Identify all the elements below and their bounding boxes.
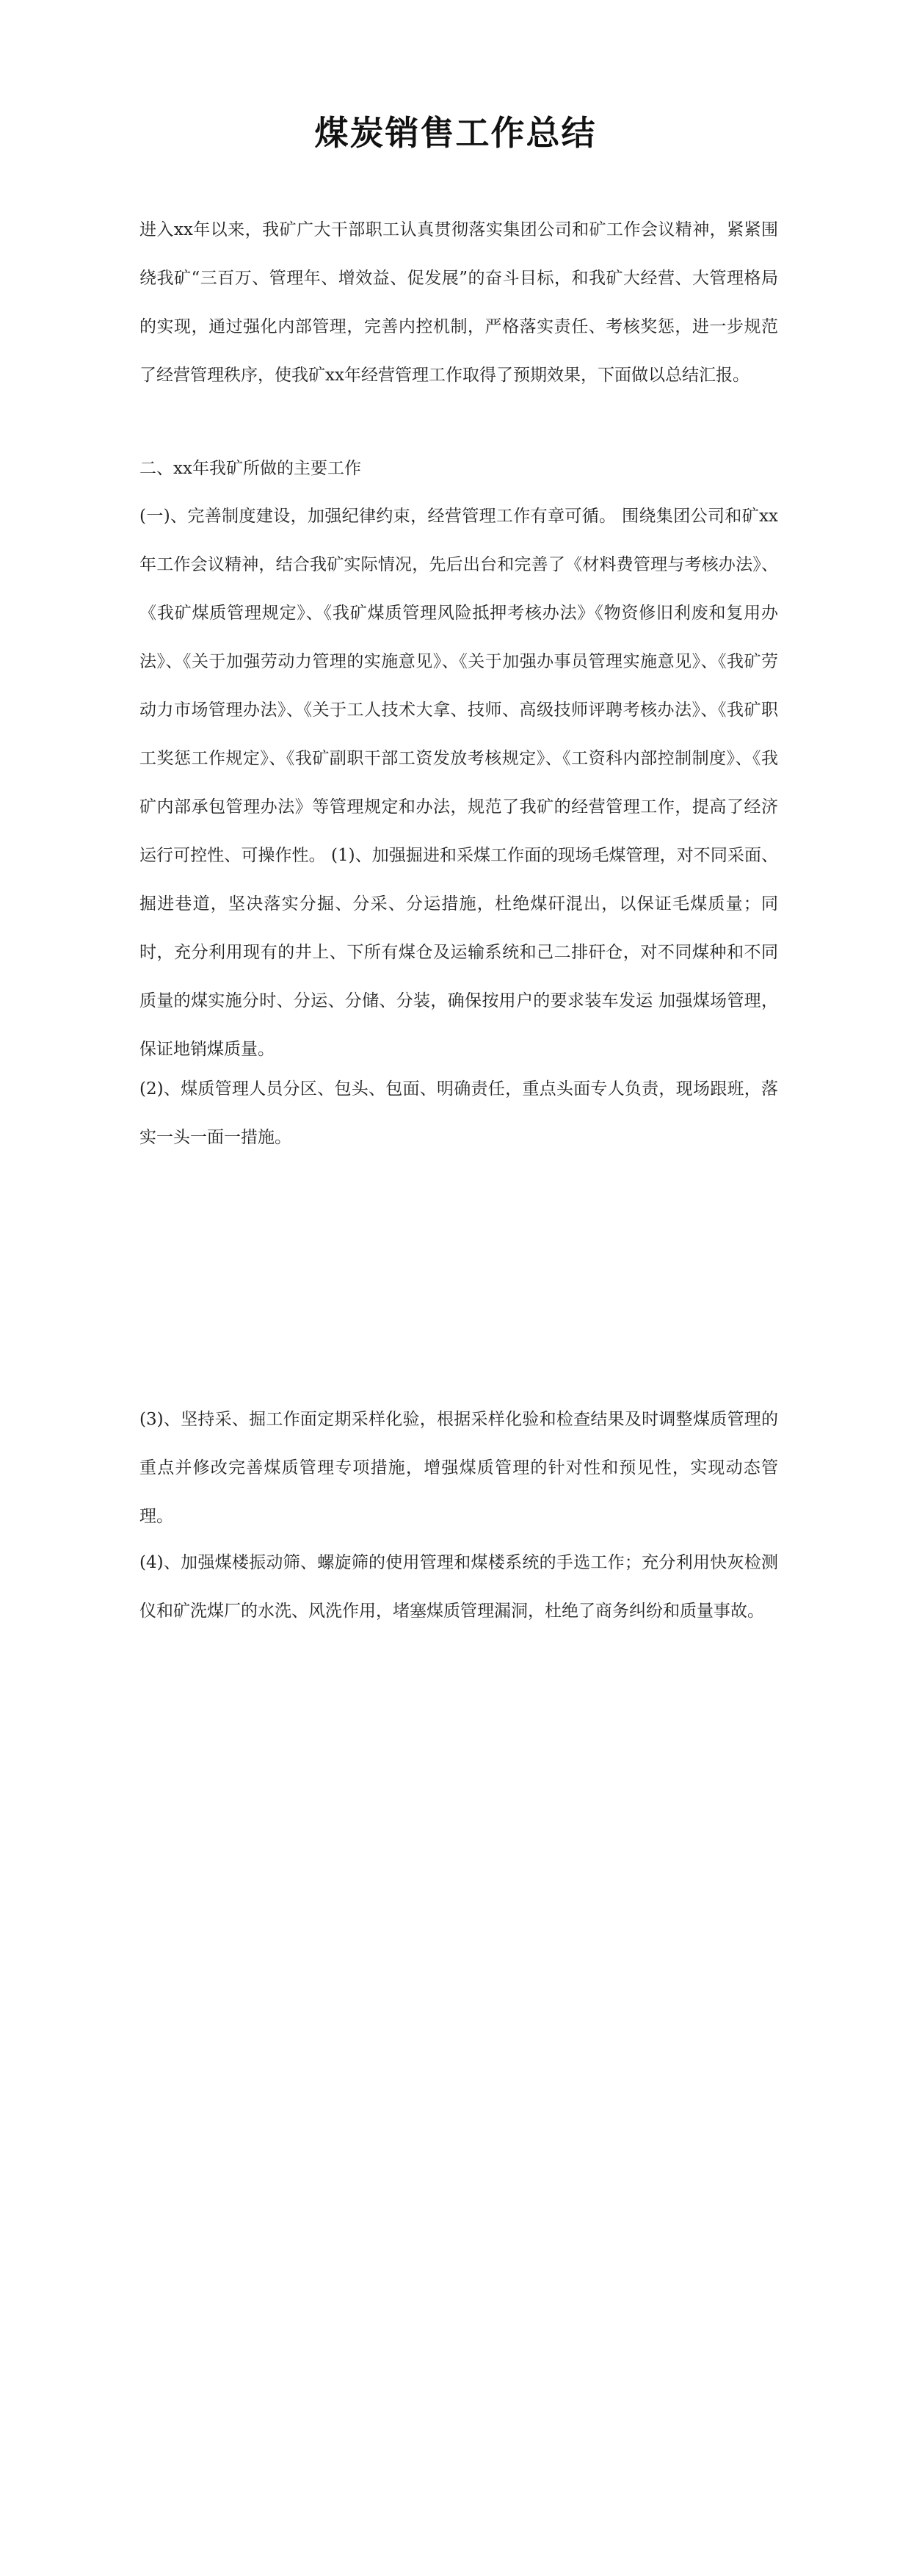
document-title: 煤炭销售工作总结 — [314, 113, 597, 153]
intro-paragraph: 进入xx年以来，我矿广大干部职工认真贯彻落实集团公司和矿工作会议精神，紧紧围绕我矿“三百万、管理年、增效益、促发展”的奋斗目标，和我矿大经营、大管理格局的实现，通过强化内部管理，完善内控机制，严格落实责任、考核奖惩，进一步规范了经营管理秩序，使我矿xx年经营管理工作取得了预期效果，下面做以总结汇报。 — [139, 220, 778, 385]
body-paragraph-4: (4)、加强煤楼振动筛、螺旋筛的使用管理和煤楼系统的手选工作；充分利用快灰检测仪和矿洗煤厂的水洗、风洗作用，堵塞煤质管理漏洞，杜绝了商务纠纷和质量事故。 — [139, 1553, 778, 1621]
body-paragraph-2: (2)、煤质管理人员分区、包头、包面、明确责任，重点头面专人负责，现场跟班，落实一头一面一措施。 — [139, 1079, 778, 1147]
section-heading: 二、xx年我矿所做的主要工作 — [139, 459, 361, 478]
body-paragraph-1: (一)、完善制度建设，加强纪律约束，经营管理工作有章可循。 围绕集团公司和矿xx年工作会议精神，结合我矿实际情况，先后出台和完善了《材料费管理与考核办法》、《我矿煤质管理规定》、《我矿煤质管理风险抵押考核办法》《物资修旧利废和复用办法》、《关于加强劳动力管理的实施意见》、《关于加强办事员管理实施意见》、《我矿劳动力市场管理办法》、《关于工人技术大拿、技师、高级技师评聘考核办法》、《我矿职工奖惩工作规定》、《我矿副职干部工资发放考核规定》、《工资科内部控制制度》、《我矿内部承包管理办法》等管理规定和办法，规范了我矿的经营管理工作，提高了经济运行可控性、可操作性。 (1)、加强掘进和采煤工作面的现场毛煤管理，对不同采面、掘进巷道，坚决落实分掘、分采、分运措施，杜绝煤矸混出，以保证毛煤质量；同时，充分利用现有的井上、下所有煤仓及运输系统和己二排矸仓，对不同煤种和不同质量的煤实施分时、分运、分储、分装，确保按用户的要求装车发运 加强煤场管理，保证地销煤质量。 — [139, 507, 778, 1059]
body-paragraph-3: (3)、坚持采、掘工作面定期采样化验，根据采样化验和检查结果及时调整煤质管理的重点并修改完善煤质管理专项措施，增强煤质管理的针对性和预见性，实现动态管理。 — [139, 1410, 778, 1526]
